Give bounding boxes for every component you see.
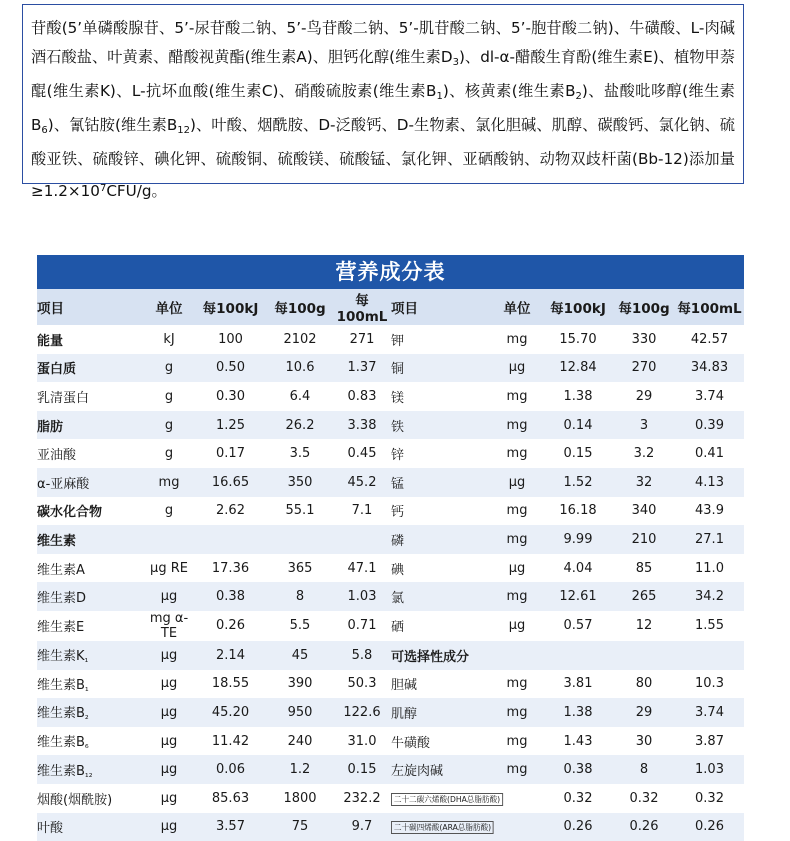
row-value: 240 xyxy=(267,727,333,756)
column-header: 每100kJ xyxy=(543,289,613,325)
row-item-label: 钙 xyxy=(391,497,491,526)
row-value: 3.81 xyxy=(543,670,613,699)
row-value: 265 xyxy=(613,582,675,611)
row-value xyxy=(333,525,391,554)
row-value: 80 xyxy=(613,670,675,699)
row-unit: mg xyxy=(491,497,543,526)
row-value: 0.17 xyxy=(194,439,267,468)
row-item-label: 维生素A xyxy=(37,554,144,583)
ingredients-text: 苷酸(5’单磷酸腺苷、5’-尿苷酸二钠、5’-鸟苷酸二钠、5’-肌苷酸二钠、5’-胞苷酸二钠)、牛磺酸、L-肉碱酒石酸盐、叶黄素、醋酸视黄酯(维生素A)、胆钙化醇(维生素$D_3$)、dl-α-醋酸生育酚(维生素E)、植物甲萘醌(维生素K)、L-抗坏血酸(维生素C)、硝酸硫胺素(维生素$B_1$)、核黄素(维生素$B_2$)、盐酸吡哆醇(维生素$B_6$)、氰钴胺(维生素$B_{12}$)、叶酸、烟酰胺、D-泛酸钙、D-生物素、氯化胆碱、肌醇、碳酸钙、氯化钠、硫酸亚铁、硫酸锌、碘化钾、硫酸铜、硫酸镁、硫酸锰、氯化钾、亚硒酸钠、动物双歧杆菌(Bb-12)添加量$\ge 1.2\times 10^7CFU/g$。 xyxy=(23,5,743,206)
row-value: 6.4 xyxy=(267,382,333,411)
table-row xyxy=(37,554,744,583)
row-value: 3.74 xyxy=(675,698,744,727)
row-value xyxy=(613,641,675,670)
row-value: 270 xyxy=(613,354,675,383)
row-item-label: 蛋白质 xyxy=(37,354,144,383)
row-value: 12.61 xyxy=(543,582,613,611)
row-value: 1.38 xyxy=(543,382,613,411)
row-value: 3.87 xyxy=(675,727,744,756)
row-value: 15.70 xyxy=(543,325,613,354)
row-value: 0.50 xyxy=(194,354,267,383)
row-value: 100 xyxy=(194,325,267,354)
row-unit: mg xyxy=(491,698,543,727)
row-item-label: 维生素$B_{_2}$ xyxy=(37,698,144,727)
row-item-label: 维生素D xyxy=(37,582,144,611)
row-value: 0.15 xyxy=(543,439,613,468)
row-value: 8 xyxy=(613,755,675,784)
row-value: 34.83 xyxy=(675,354,744,383)
table-row xyxy=(37,525,744,554)
table-row xyxy=(37,698,744,727)
table-row xyxy=(37,755,744,784)
row-value: 232.2 xyxy=(333,784,391,813)
row-value: 8 xyxy=(267,582,333,611)
row-value: 2.62 xyxy=(194,497,267,526)
row-value: 11.42 xyxy=(194,727,267,756)
row-value: 47.1 xyxy=(333,554,391,583)
row-unit: μg xyxy=(491,611,543,641)
row-value: 0.14 xyxy=(543,411,613,440)
row-value: 210 xyxy=(613,525,675,554)
row-item-label: 锌 xyxy=(391,439,491,468)
nutrition-table xyxy=(37,289,744,841)
row-item-label: 肌醇 xyxy=(391,698,491,727)
row-value: 0.26 xyxy=(675,813,744,841)
row-item-label: 锰 xyxy=(391,468,491,497)
row-item-label: 维生素 xyxy=(37,525,144,554)
table-row xyxy=(37,497,744,526)
row-unit: g xyxy=(144,439,194,468)
row-unit: μg xyxy=(144,670,194,699)
row-value: 0.32 xyxy=(675,784,744,813)
row-value: 1.2 xyxy=(267,755,333,784)
row-unit: mg xyxy=(491,670,543,699)
row-unit: mg xyxy=(144,468,194,497)
row-value: 0.45 xyxy=(333,439,391,468)
row-value: 350 xyxy=(267,468,333,497)
row-value: 1.55 xyxy=(675,611,744,641)
row-value: 1.37 xyxy=(333,354,391,383)
row-unit: μg xyxy=(144,698,194,727)
table-row xyxy=(37,439,744,468)
row-value: 0.32 xyxy=(543,784,613,813)
row-unit: μg xyxy=(491,554,543,583)
table-row xyxy=(37,382,744,411)
row-value: 29 xyxy=(613,698,675,727)
row-value: 2102 xyxy=(267,325,333,354)
row-unit: mg xyxy=(491,727,543,756)
row-value: 0.57 xyxy=(543,611,613,641)
table-row xyxy=(37,325,744,354)
row-item-label: 镁 xyxy=(391,382,491,411)
row-value: 330 xyxy=(613,325,675,354)
row-value: 1.43 xyxy=(543,727,613,756)
row-value: 950 xyxy=(267,698,333,727)
row-unit: g xyxy=(144,354,194,383)
ingredients-box xyxy=(22,4,744,184)
row-value: 34.2 xyxy=(675,582,744,611)
row-value: 5.5 xyxy=(267,611,333,641)
row-unit xyxy=(491,641,543,670)
row-value: 26.2 xyxy=(267,411,333,440)
row-unit: μg xyxy=(144,641,194,670)
row-value: 1.03 xyxy=(333,582,391,611)
row-item-label: 亚油酸 xyxy=(37,439,144,468)
row-item-label: 铜 xyxy=(391,354,491,383)
column-header: 项目 xyxy=(391,289,491,325)
row-item-label: α-亚麻酸 xyxy=(37,468,144,497)
row-value: 3.57 xyxy=(194,813,267,841)
row-value xyxy=(543,641,613,670)
row-value: 18.55 xyxy=(194,670,267,699)
row-value: 3.2 xyxy=(613,439,675,468)
row-item-label: 左旋肉碱 xyxy=(391,755,491,784)
row-value xyxy=(194,525,267,554)
row-item-label: 胆碱 xyxy=(391,670,491,699)
row-value: 16.65 xyxy=(194,468,267,497)
row-value: 10.6 xyxy=(267,354,333,383)
row-value: 43.9 xyxy=(675,497,744,526)
row-value: 12.84 xyxy=(543,354,613,383)
row-value: 390 xyxy=(267,670,333,699)
row-item-label: 维生素$B_{_1}$ xyxy=(37,670,144,699)
row-value: 4.13 xyxy=(675,468,744,497)
row-value: 365 xyxy=(267,554,333,583)
row-item-label: 乳清蛋白 xyxy=(37,382,144,411)
row-item-label: 能量 xyxy=(37,325,144,354)
row-item-label: 叶酸 xyxy=(37,813,144,841)
row-value: 3.38 xyxy=(333,411,391,440)
nutrition-title: 营养成分表 xyxy=(37,255,744,289)
row-value: 0.71 xyxy=(333,611,391,641)
row-value: 0.39 xyxy=(675,411,744,440)
row-value: 45.20 xyxy=(194,698,267,727)
row-unit xyxy=(144,525,194,554)
row-value xyxy=(675,641,744,670)
row-value: 85 xyxy=(613,554,675,583)
column-header: 每100kJ xyxy=(194,289,267,325)
row-unit: mg xyxy=(491,411,543,440)
table-row xyxy=(37,611,744,641)
row-value: 10.3 xyxy=(675,670,744,699)
row-item-label: 二十二碳六烯酸(DHA总脂肪酸) xyxy=(391,784,491,813)
row-unit: mg xyxy=(491,382,543,411)
row-value: 50.3 xyxy=(333,670,391,699)
row-value: 1.03 xyxy=(675,755,744,784)
row-unit: μg xyxy=(144,582,194,611)
row-item-label: 脂肪 xyxy=(37,411,144,440)
row-value: 16.18 xyxy=(543,497,613,526)
row-unit: g xyxy=(144,497,194,526)
row-value: 45 xyxy=(267,641,333,670)
row-unit: μg RE xyxy=(144,554,194,583)
row-value: 0.26 xyxy=(543,813,613,841)
row-value: 30 xyxy=(613,727,675,756)
row-item-label: 氯 xyxy=(391,582,491,611)
row-unit: g xyxy=(144,411,194,440)
row-value: 0.38 xyxy=(194,582,267,611)
row-value: 0.32 xyxy=(613,784,675,813)
row-value: 17.36 xyxy=(194,554,267,583)
row-value: 1.25 xyxy=(194,411,267,440)
row-value: 3.74 xyxy=(675,382,744,411)
row-item-label: 硒 xyxy=(391,611,491,641)
table-row xyxy=(37,641,744,670)
row-value: 31.0 xyxy=(333,727,391,756)
table-row xyxy=(37,670,744,699)
row-value: 1800 xyxy=(267,784,333,813)
row-value: 5.8 xyxy=(333,641,391,670)
row-unit: μg xyxy=(144,784,194,813)
row-value: 75 xyxy=(267,813,333,841)
row-value: 0.83 xyxy=(333,382,391,411)
row-item-label: 维生素$B_{_6}$ xyxy=(37,727,144,756)
row-unit: μg xyxy=(491,468,543,497)
row-unit: μg xyxy=(491,354,543,383)
row-value: 9.99 xyxy=(543,525,613,554)
column-header: 单位 xyxy=(491,289,543,325)
row-value: 0.30 xyxy=(194,382,267,411)
row-value: 271 xyxy=(333,325,391,354)
row-value: 1.38 xyxy=(543,698,613,727)
row-unit: mg xyxy=(491,582,543,611)
row-item-label: 牛磺酸 xyxy=(391,727,491,756)
row-value: 0.06 xyxy=(194,755,267,784)
row-item-label: 钾 xyxy=(391,325,491,354)
row-value: 0.41 xyxy=(675,439,744,468)
row-value: 7.1 xyxy=(333,497,391,526)
row-unit: μg xyxy=(144,755,194,784)
row-unit: μg xyxy=(144,813,194,841)
row-value: 0.26 xyxy=(194,611,267,641)
row-unit: mg xyxy=(491,755,543,784)
row-item-label: 碘 xyxy=(391,554,491,583)
row-item-label: 碳水化合物 xyxy=(37,497,144,526)
row-unit: mg xyxy=(491,439,543,468)
column-header: 每100g xyxy=(613,289,675,325)
row-item-label: 铁 xyxy=(391,411,491,440)
row-value: 45.2 xyxy=(333,468,391,497)
row-item-label: 维生素$B_{_{12}}$ xyxy=(37,755,144,784)
row-unit: mg α-TE xyxy=(144,611,194,641)
column-header: 每100mL xyxy=(333,289,391,325)
row-value: 55.1 xyxy=(267,497,333,526)
row-value xyxy=(267,525,333,554)
row-value: 42.57 xyxy=(675,325,744,354)
row-item-label: 维生素$K_{_1}$ xyxy=(37,641,144,670)
row-unit: kJ xyxy=(144,325,194,354)
column-header: 项目 xyxy=(37,289,144,325)
table-row xyxy=(37,727,744,756)
row-unit: mg xyxy=(491,325,543,354)
row-item-label: 磷 xyxy=(391,525,491,554)
table-row xyxy=(37,354,744,383)
row-value: 29 xyxy=(613,382,675,411)
row-item-label: 烟酸(烟酰胺) xyxy=(37,784,144,813)
table-row xyxy=(37,411,744,440)
row-item-label: 维生素E xyxy=(37,611,144,641)
row-item-label: 可选择性成分 xyxy=(391,641,491,670)
table-header-row xyxy=(37,289,744,325)
column-header: 每100g xyxy=(267,289,333,325)
row-value: 4.04 xyxy=(543,554,613,583)
nutrition-panel xyxy=(37,255,744,841)
row-item-label: 二十碳四烯酸(ARA总脂肪酸) xyxy=(391,813,491,841)
table-row xyxy=(37,813,744,841)
row-value: 2.14 xyxy=(194,641,267,670)
row-unit: mg xyxy=(491,525,543,554)
row-value: 122.6 xyxy=(333,698,391,727)
row-value: 12 xyxy=(613,611,675,641)
column-header: 每100mL xyxy=(675,289,744,325)
row-value: 1.52 xyxy=(543,468,613,497)
row-value: 0.26 xyxy=(613,813,675,841)
row-unit: μg xyxy=(144,727,194,756)
row-value: 11.0 xyxy=(675,554,744,583)
row-value: 27.1 xyxy=(675,525,744,554)
row-value: 3.5 xyxy=(267,439,333,468)
row-value: 0.15 xyxy=(333,755,391,784)
table-row xyxy=(37,784,744,813)
table-row xyxy=(37,582,744,611)
row-value: 3 xyxy=(613,411,675,440)
column-header: 单位 xyxy=(144,289,194,325)
table-row xyxy=(37,468,744,497)
row-value: 32 xyxy=(613,468,675,497)
row-value: 9.7 xyxy=(333,813,391,841)
row-value: 85.63 xyxy=(194,784,267,813)
row-value: 340 xyxy=(613,497,675,526)
row-value: 0.38 xyxy=(543,755,613,784)
row-unit xyxy=(491,813,543,841)
row-unit: g xyxy=(144,382,194,411)
